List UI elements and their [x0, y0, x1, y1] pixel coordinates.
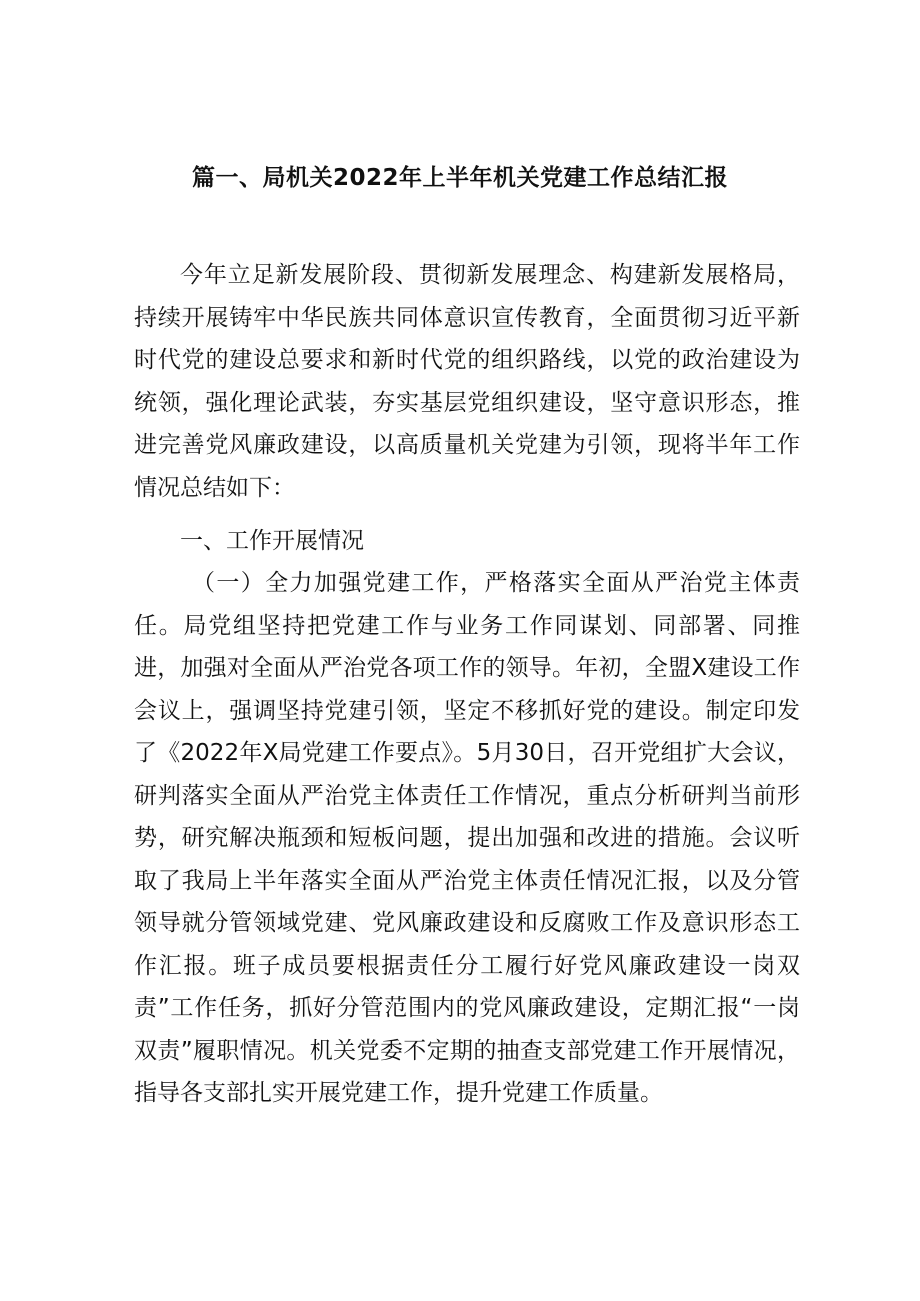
section-body-paragraph: （一）全力加强党建工作，严格落实全面从严治党主体责任。局党组坚持把党建工作与业务工作同谋划、同部署、同推进，加强对全面从严治党各项工作的领导。年初，全盟X建设工作会议上，强调坚持党建引领，坚定不移抓好党的建设。制定印发了《2022年X局党建工作要点》。5月30日，召开党组扩大会议，研判落实全面从严治党主体责任工作情况，重点分析研判当前形势，研究解决瓶颈和短板问题，提出加强和改进的措施。会议听取了我局上半年落实全面从严治党主体责任情况汇报，以及分管领导就分管领域党建、党风廉政建设和反腐败工作及意识形态工作汇报。班子成员要根据责任分工履行好党风廉政建设一岗双责”工作任务，抓好分管范围内的党风廉政建设，定期汇报“一岗双责”履职情况。机关党委不定期的抽查支部党建工作开展情况，指导各支部扎实开展党建工作，提升党建工作质量。: [134, 570, 800, 1106]
document-title: 篇一、局机关2022年上半年机关党建工作总结汇报: [191, 165, 728, 191]
intro-paragraph: 今年立足新发展阶段、贯彻新发展理念、构建新发展格局，持续开展铸牢中华民族共同体意识宣传教育，全面贯彻习近平新时代党的建设总要求和新时代党的组织路线，以党的政治建设为统领，强化理论武装，夯实基层党组织建设，坚守意识形态，推进完善党风廉政建设，以高质量机关党建为引领，现将半年工作情况总结如下：: [134, 262, 800, 501]
section-heading: 一、工作开展情况: [180, 528, 364, 554]
